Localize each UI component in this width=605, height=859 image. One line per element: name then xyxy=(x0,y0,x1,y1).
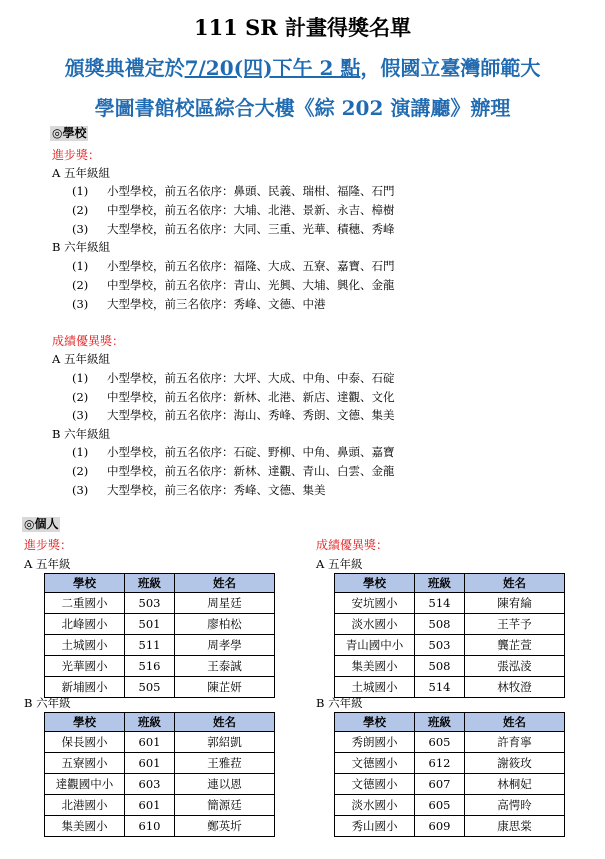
individual-progress-label: 進步獎： xyxy=(24,538,73,552)
col-header-class: 班級 xyxy=(125,574,175,593)
school-excellence-a-line: (1) 小型學校，前五名依序：大坪、大成、中角、中泰、石碇 xyxy=(72,371,395,385)
school-excellence-b-line: (3) 大型學校，前三名依序：秀峰、文德、集美 xyxy=(72,483,326,497)
table-row xyxy=(45,753,275,774)
table-row xyxy=(335,614,565,635)
school-progress-b-line: (3) 大型學校，前三名依序：秀峰、文德、中港 xyxy=(72,297,326,311)
cell-name: 廖柏松 xyxy=(175,614,275,635)
col-header-class: 班級 xyxy=(125,713,175,732)
cell-name: 鄭英圻 xyxy=(175,816,275,837)
cell-class: 605 xyxy=(415,732,465,753)
cell-class: 601 xyxy=(125,753,175,774)
cell-school: 保長國小 xyxy=(45,732,125,753)
table-row xyxy=(335,774,565,795)
individual-excellence-grade-a: A 五年級 xyxy=(316,557,363,571)
excellence-grade5-table xyxy=(334,573,565,698)
cell-class: 603 xyxy=(125,774,175,795)
cell-school: 集美國小 xyxy=(45,816,125,837)
cell-class: 516 xyxy=(125,656,175,677)
cell-class: 601 xyxy=(125,732,175,753)
school-excellence-b-line: (1) 小型學校，前五名依序：石碇、野柳、中角、鼻頭、嘉寶 xyxy=(72,445,395,459)
col-header-name: 姓名 xyxy=(175,574,275,593)
cell-school: 土城國小 xyxy=(335,677,415,698)
cell-class: 514 xyxy=(415,677,465,698)
cell-name: 林桐妃 xyxy=(465,774,565,795)
school-excellence-a-line: (3) 大型學校，前五名依序：海山、秀峰、秀朗、文德、集美 xyxy=(72,408,395,422)
cell-school: 二重國小 xyxy=(45,593,125,614)
col-header-school: 學校 xyxy=(45,713,125,732)
cell-name: 許育寧 xyxy=(465,732,565,753)
individual-excellence-grade-b: B 六年級 xyxy=(316,696,363,710)
cell-class: 612 xyxy=(415,753,465,774)
notice-prefix: 頒獎典禮定於 xyxy=(64,56,185,80)
table-row xyxy=(45,774,275,795)
cell-name: 王雅菈 xyxy=(175,753,275,774)
individuals-heading: ◎個人 xyxy=(24,517,59,531)
individual-progress-grade-a: A 五年級 xyxy=(24,557,71,571)
cell-class: 503 xyxy=(125,593,175,614)
cell-school: 安坑國小 xyxy=(335,593,415,614)
col-header-school: 學校 xyxy=(45,574,125,593)
ceremony-date: 7/20(四)下午 2 點 xyxy=(184,56,361,80)
progress-grade6-table xyxy=(44,712,275,837)
cell-class: 511 xyxy=(125,635,175,656)
cell-name: 王芊予 xyxy=(465,614,565,635)
cell-school: 新埔國小 xyxy=(45,677,125,698)
table-row xyxy=(335,732,565,753)
school-progress-a-line: (1) 小型學校，前五名依序：鼻頭、民義、瑞柑、福隆、石門 xyxy=(72,184,395,198)
cell-name: 陳宥綸 xyxy=(465,593,565,614)
cell-name: 郭紹凱 xyxy=(175,732,275,753)
col-header-name: 姓名 xyxy=(465,574,565,593)
individual-excellence-label: 成績優異獎： xyxy=(316,538,389,552)
cell-class: 601 xyxy=(125,795,175,816)
cell-name: 林牧澄 xyxy=(465,677,565,698)
cell-school: 文德國小 xyxy=(335,753,415,774)
notice-suffix: ，假國立臺灣師範大 xyxy=(360,56,541,80)
table-row xyxy=(45,732,275,753)
cell-name: 高愕昤 xyxy=(465,795,565,816)
cell-class: 508 xyxy=(415,614,465,635)
table-row xyxy=(335,677,565,698)
individual-progress-grade-b: B 六年級 xyxy=(24,696,71,710)
cell-school: 淡水國小 xyxy=(335,795,415,816)
school-excellence-a-line: (2) 中型學校，前五名依序：新林、北港、新店、達觀、文化 xyxy=(72,390,395,404)
school-progress-a-line: (2) 中型學校，前五名依序：大埔、北港、景新、永吉、樟樹 xyxy=(72,203,395,217)
cell-school: 光華國小 xyxy=(45,656,125,677)
cell-name: 周星廷 xyxy=(175,593,275,614)
school-progress-b-line: (2) 中型學校，前五名依序：青山、光興、大埔、興化、金龍 xyxy=(72,278,395,292)
table-row xyxy=(45,677,275,698)
cell-school: 土城國小 xyxy=(45,635,125,656)
school-progress-grade-b: B 六年級組 xyxy=(52,240,111,254)
cell-school: 達觀國中小 xyxy=(45,774,125,795)
table-row xyxy=(335,816,565,837)
school-progress-b-line: (1) 小型學校，前五名依序：福隆、大成、五寮、嘉寶、石門 xyxy=(72,259,395,273)
cell-name: 康思棠 xyxy=(465,816,565,837)
cell-name: 簡源廷 xyxy=(175,795,275,816)
col-header-class: 班級 xyxy=(415,713,465,732)
ceremony-notice-line1 xyxy=(0,52,605,81)
cell-class: 607 xyxy=(415,774,465,795)
school-excellence-grade-b: B 六年級組 xyxy=(52,427,111,441)
cell-class: 501 xyxy=(125,614,175,635)
table-row xyxy=(45,635,275,656)
col-header-name: 姓名 xyxy=(175,713,275,732)
table-row xyxy=(335,656,565,677)
col-header-school: 學校 xyxy=(335,574,415,593)
table-row xyxy=(335,593,565,614)
table-row xyxy=(335,795,565,816)
cell-class: 610 xyxy=(125,816,175,837)
cell-name: 龔芷萱 xyxy=(465,635,565,656)
cell-class: 514 xyxy=(415,593,465,614)
table-row xyxy=(45,795,275,816)
cell-school: 青山國中小 xyxy=(335,635,415,656)
cell-name: 張泓淩 xyxy=(465,656,565,677)
cell-school: 五寮國小 xyxy=(45,753,125,774)
school-excellence-grade-a: A 五年級組 xyxy=(52,352,110,366)
cell-school: 集美國小 xyxy=(335,656,415,677)
cell-name: 謝筱玫 xyxy=(465,753,565,774)
cell-class: 505 xyxy=(125,677,175,698)
col-header-name: 姓名 xyxy=(465,713,565,732)
cell-name: 陳芷妍 xyxy=(175,677,275,698)
school-progress-a-line: (3) 大型學校，前五名依序：大同、三重、光華、積穗、秀峰 xyxy=(72,222,395,236)
page-title: 111 SR 計畫得獎名單 xyxy=(193,15,412,40)
table-row xyxy=(45,593,275,614)
progress-grade5-table xyxy=(44,573,275,698)
table-row xyxy=(335,635,565,656)
cell-name: 連以恩 xyxy=(175,774,275,795)
col-header-school: 學校 xyxy=(335,713,415,732)
cell-class: 609 xyxy=(415,816,465,837)
excellence-grade6-table xyxy=(334,712,565,837)
cell-name: 王泰誠 xyxy=(175,656,275,677)
cell-class: 503 xyxy=(415,635,465,656)
cell-class: 605 xyxy=(415,795,465,816)
table-row xyxy=(45,816,275,837)
cell-school: 秀朗國小 xyxy=(335,732,415,753)
ceremony-notice-line2: 學圖書館校區綜合大樓《綜 202 演講廳》辦理 xyxy=(94,96,511,120)
cell-name: 周孝學 xyxy=(175,635,275,656)
cell-class: 508 xyxy=(415,656,465,677)
schools-heading: ◎學校 xyxy=(52,126,87,140)
school-excellence-label: 成績優異獎： xyxy=(52,334,125,348)
cell-school: 北港國小 xyxy=(45,795,125,816)
table-row xyxy=(45,614,275,635)
cell-school: 淡水國小 xyxy=(335,614,415,635)
table-row xyxy=(45,656,275,677)
cell-school: 北峰國小 xyxy=(45,614,125,635)
table-row xyxy=(335,753,565,774)
school-progress-grade-a: A 五年級組 xyxy=(52,166,110,180)
cell-school: 秀山國小 xyxy=(335,816,415,837)
school-progress-label: 進步獎： xyxy=(52,148,101,162)
cell-school: 文德國小 xyxy=(335,774,415,795)
col-header-class: 班級 xyxy=(415,574,465,593)
school-excellence-b-line: (2) 中型學校，前五名依序：新林、達觀、青山、白雲、金龍 xyxy=(72,464,395,478)
